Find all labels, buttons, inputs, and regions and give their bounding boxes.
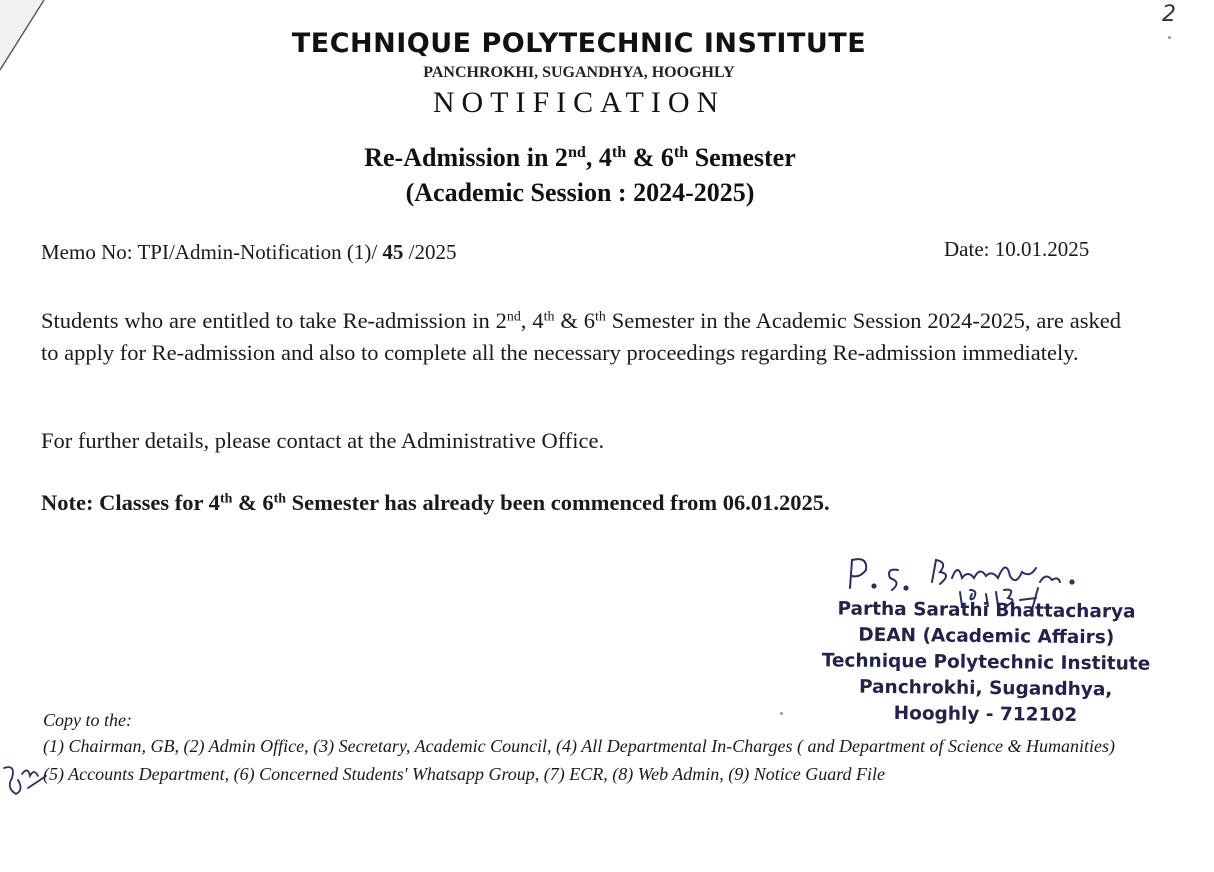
note-line: Note: Classes for 4th & 6th Semester has already been commenced from 06.01.2025.: [41, 490, 830, 515]
institute-name: TECHNIQUE POLYTECHNIC INSTITUTE: [291, 28, 867, 59]
subject-line-2: (Academic Session : 2024-2025): [405, 178, 755, 207]
stamp-line-district: Hooghly - 712102: [893, 703, 1078, 726]
stamp-line-institute: Technique Polytechnic Institute: [821, 650, 1151, 675]
stamp-line-locality: Panchrokhi, Sugandhya,: [858, 676, 1113, 701]
margin-initials: [0, 754, 60, 806]
subject-line-1: Re-Admission in 2nd, 4th & 6th Semester: [364, 143, 796, 172]
institute-address: PANCHROKHI, SUGANDHYA, HOOGHLY: [423, 64, 735, 81]
page-number: 2: [1162, 2, 1176, 27]
subject-heading: [0, 140, 1160, 210]
stamp-line-designation: DEAN (Academic Affairs): [858, 624, 1115, 649]
copy-to-label: Copy to the:: [43, 710, 132, 730]
scan-speck: [780, 712, 783, 715]
copy-to-list: (1) Chairman, GB, (2) Admin Office, (3) Secretary, Academic Council, (4) All Departmental In-Charges ( and Department of Science & Humanities) (5) Accounts Department, (6) Concerned Students' Whatsapp Group, (7) ECR, (8) Web Admin, (9) Notice Guard File: [43, 736, 1115, 784]
memo-date: Date: 10.01.2025: [944, 237, 1090, 261]
body-paragraph: Students who are entitled to take Re-admission in 2nd, 4th & 6th Semester in the Academic Session 2024-2025, are asked to apply for Re-admission and also to complete all the necessary proceedings regarding Re-admission immediately.: [41, 308, 1122, 365]
stamp-line-name: Partha Sarathi Bhattacharya: [837, 598, 1136, 623]
contact-line: For further details, please contact at the Administrative Office.: [41, 428, 605, 453]
notification-title: NOTIFICATION: [432, 86, 726, 119]
scan-speck: [1168, 36, 1171, 39]
official-stamp: [811, 596, 1160, 730]
memo-number: Memo No: TPI/Admin-Notification (1)/ 45 /2025: [41, 240, 457, 264]
